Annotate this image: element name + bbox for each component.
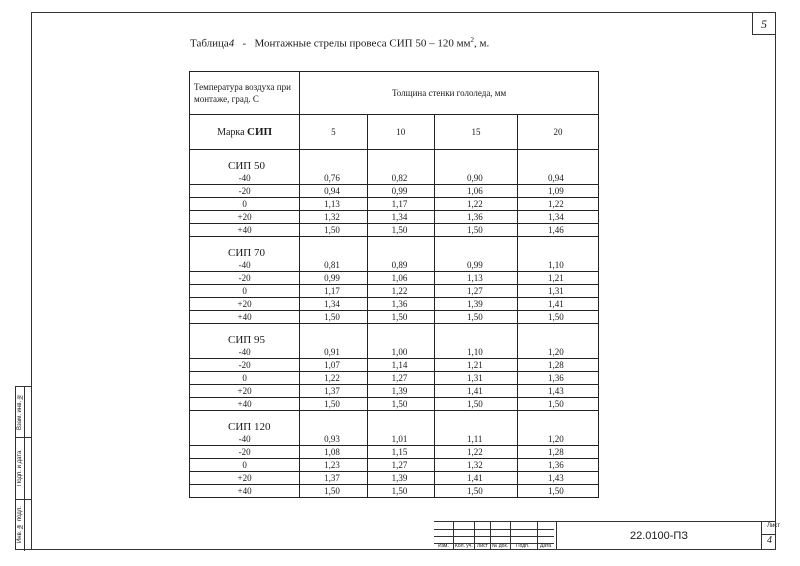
value-cell: 1,10 xyxy=(435,346,518,359)
stamp-line xyxy=(434,529,554,530)
header-marka-bold: СИП xyxy=(247,125,273,138)
sheet-label: Лист xyxy=(767,523,781,529)
value-cell: 1,22 xyxy=(435,198,518,211)
stamp-label-list: Лист xyxy=(477,543,488,549)
table-row xyxy=(190,446,599,459)
table-row xyxy=(190,485,599,498)
table-row xyxy=(190,272,599,285)
value-cell: 0,76 xyxy=(300,172,367,185)
stamp-label-izm: Изм. xyxy=(438,543,449,549)
value-cell: 1,20 xyxy=(517,433,598,446)
value-cell: 1,46 xyxy=(517,224,598,237)
header-row-1 xyxy=(190,72,599,115)
value-cell: 1,27 xyxy=(367,372,434,385)
value-cell: 1,06 xyxy=(367,272,434,285)
group-row xyxy=(190,237,599,260)
value-cell: 1,32 xyxy=(435,459,518,472)
temperature-cell: -20 xyxy=(190,446,300,459)
value-cell: 1,50 xyxy=(435,224,518,237)
empty-cell xyxy=(517,150,598,173)
value-cell: 0,89 xyxy=(367,259,434,272)
value-cell: 1,23 xyxy=(300,459,367,472)
temperature-cell: +40 xyxy=(190,224,300,237)
title-dash: - xyxy=(242,37,247,50)
corner-page-number: 5 xyxy=(752,13,775,35)
empty-cell xyxy=(367,237,434,260)
temperature-cell: +40 xyxy=(190,485,300,498)
value-cell: 1,07 xyxy=(300,359,367,372)
value-cell: 1,39 xyxy=(435,298,518,311)
empty-cell xyxy=(367,324,434,347)
empty-cell xyxy=(300,237,367,260)
value-cell: 0,94 xyxy=(300,185,367,198)
value-cell: 1,27 xyxy=(435,285,518,298)
table-row xyxy=(190,372,599,385)
side-field-podp: Подп. и дата xyxy=(17,450,23,486)
header-ice-thickness: Толщина стенки гололеда, мм xyxy=(300,72,599,115)
stamp-line xyxy=(474,522,475,550)
value-cell: 1,36 xyxy=(367,298,434,311)
temperature-cell: +40 xyxy=(190,398,300,411)
value-cell: 1,22 xyxy=(517,198,598,211)
empty-cell xyxy=(300,411,367,434)
table-row xyxy=(190,346,599,359)
value-cell: 1,50 xyxy=(300,485,367,498)
value-cell: 1,43 xyxy=(517,385,598,398)
value-cell: 1,50 xyxy=(435,398,518,411)
title-number: 4 xyxy=(228,37,235,50)
temperature-cell: +20 xyxy=(190,298,300,311)
value-cell: 1,15 xyxy=(367,446,434,459)
temperature-cell: +20 xyxy=(190,385,300,398)
empty-cell xyxy=(517,411,598,434)
value-cell: 0,82 xyxy=(367,172,434,185)
value-cell: 1,50 xyxy=(300,398,367,411)
value-cell: 0,90 xyxy=(435,172,518,185)
stamp-cells xyxy=(434,522,554,550)
value-cell: 1,22 xyxy=(300,372,367,385)
header-marka-prefix: Марка xyxy=(217,126,245,138)
value-cell: 1,28 xyxy=(517,446,598,459)
group-name: СИП 120 xyxy=(190,411,300,434)
value-cell: 1,17 xyxy=(300,285,367,298)
value-cell: 0,93 xyxy=(300,433,367,446)
value-cell: 0,99 xyxy=(435,259,518,272)
value-cell: 0,99 xyxy=(300,272,367,285)
value-cell: 1,14 xyxy=(367,359,434,372)
empty-cell xyxy=(367,150,434,173)
temperature-cell: 0 xyxy=(190,285,300,298)
value-cell: 1,50 xyxy=(300,311,367,324)
stamp-line xyxy=(490,522,491,550)
value-cell: 0,81 xyxy=(300,259,367,272)
table-row xyxy=(190,298,599,311)
value-cell: 1,21 xyxy=(517,272,598,285)
value-cell: 1,43 xyxy=(517,472,598,485)
title-suffix: , м. xyxy=(474,37,490,50)
value-cell: 1,13 xyxy=(435,272,518,285)
table-row xyxy=(190,211,599,224)
table-row xyxy=(190,398,599,411)
value-cell: 1,34 xyxy=(300,298,367,311)
stamp-line xyxy=(434,536,554,537)
side-strip xyxy=(15,386,31,550)
value-cell: 1,50 xyxy=(367,311,434,324)
value-cell: 1,08 xyxy=(300,446,367,459)
table-row xyxy=(190,172,599,185)
stamp-line xyxy=(537,522,538,550)
value-cell: 1,50 xyxy=(517,311,598,324)
group-row xyxy=(190,411,599,434)
value-cell: 1,13 xyxy=(300,198,367,211)
col-header-4: 20 xyxy=(517,115,598,150)
empty-cell xyxy=(435,411,518,434)
value-cell: 1,50 xyxy=(300,224,367,237)
value-cell: 1,32 xyxy=(300,211,367,224)
table-row xyxy=(190,433,599,446)
group-row xyxy=(190,150,599,173)
side-sep xyxy=(16,499,32,500)
table-row xyxy=(190,198,599,211)
value-cell: 1,31 xyxy=(517,285,598,298)
empty-cell xyxy=(367,411,434,434)
temperature-cell: -40 xyxy=(190,259,300,272)
temperature-cell: 0 xyxy=(190,372,300,385)
header-marka xyxy=(190,115,300,150)
value-cell: 1,34 xyxy=(517,211,598,224)
table-row xyxy=(190,459,599,472)
col-header-2: 10 xyxy=(367,115,434,150)
empty-cell xyxy=(300,150,367,173)
value-cell: 1,41 xyxy=(517,298,598,311)
value-cell: 1,41 xyxy=(435,472,518,485)
value-cell: 1,01 xyxy=(367,433,434,446)
value-cell: 1,09 xyxy=(517,185,598,198)
value-cell: 1,11 xyxy=(435,433,518,446)
value-cell: 1,36 xyxy=(517,372,598,385)
table-row xyxy=(190,185,599,198)
title-text: Монтажные стрелы провеса СИП 50 – 120 мм xyxy=(254,37,471,50)
value-cell: 1,31 xyxy=(435,372,518,385)
table-row xyxy=(190,224,599,237)
value-cell: 1,50 xyxy=(517,485,598,498)
empty-cell xyxy=(517,324,598,347)
value-cell: 1,39 xyxy=(367,385,434,398)
temperature-cell: +20 xyxy=(190,472,300,485)
empty-cell xyxy=(435,150,518,173)
group-name: СИП 95 xyxy=(190,324,300,347)
value-cell: 1,28 xyxy=(517,359,598,372)
stamp-label-doc: № док. xyxy=(492,543,509,549)
table-row xyxy=(190,259,599,272)
value-cell: 1,22 xyxy=(367,285,434,298)
sheet-number: 4 xyxy=(767,535,772,546)
table-row xyxy=(190,385,599,398)
col-header-3: 15 xyxy=(435,115,518,150)
value-cell: 1,00 xyxy=(367,346,434,359)
value-cell: 1,22 xyxy=(435,446,518,459)
header-temperature: Температура воздуха при монтаже, град. С xyxy=(190,72,300,115)
empty-cell xyxy=(435,237,518,260)
temperature-cell: 0 xyxy=(190,198,300,211)
value-cell: 1,50 xyxy=(517,398,598,411)
title-sup: 2 xyxy=(470,36,474,44)
value-cell: 0,94 xyxy=(517,172,598,185)
temperature-cell: -20 xyxy=(190,185,300,198)
temperature-cell: +20 xyxy=(190,211,300,224)
stamp-label-data: Дата xyxy=(540,543,552,549)
side-sep xyxy=(16,437,32,438)
value-cell: 0,99 xyxy=(367,185,434,198)
value-cell: 1,50 xyxy=(435,485,518,498)
stamp-line xyxy=(453,522,454,550)
side-field-vzam: Взам. инв. № xyxy=(17,393,23,431)
value-cell: 1,10 xyxy=(517,259,598,272)
table-row xyxy=(190,472,599,485)
value-cell: 1,36 xyxy=(435,211,518,224)
title-block-stamp xyxy=(434,521,781,550)
value-cell: 0,91 xyxy=(300,346,367,359)
value-cell: 1,39 xyxy=(367,472,434,485)
temperature-cell: -20 xyxy=(190,359,300,372)
document-number: 22.0100-ПЗ xyxy=(556,522,762,550)
value-cell: 1,50 xyxy=(435,311,518,324)
value-cell: 1,50 xyxy=(367,398,434,411)
value-cell: 1,37 xyxy=(300,472,367,485)
value-cell: 1,50 xyxy=(367,224,434,237)
value-cell: 1,21 xyxy=(435,359,518,372)
value-cell: 1,37 xyxy=(300,385,367,398)
value-cell: 1,36 xyxy=(517,459,598,472)
empty-cell xyxy=(517,237,598,260)
temperature-cell: -40 xyxy=(190,433,300,446)
value-cell: 1,50 xyxy=(367,485,434,498)
value-cell: 1,20 xyxy=(517,346,598,359)
stamp-label-kol: Кол. уч. xyxy=(455,543,473,549)
side-field-inv: Инв. № подл. xyxy=(17,506,23,544)
table-row xyxy=(190,311,599,324)
temperature-cell: -20 xyxy=(190,272,300,285)
temperature-cell: +40 xyxy=(190,311,300,324)
table-row xyxy=(190,285,599,298)
table-row xyxy=(190,359,599,372)
temperature-cell: -40 xyxy=(190,346,300,359)
header-row-2 xyxy=(190,115,599,150)
sag-table xyxy=(189,71,599,498)
temperature-cell: 0 xyxy=(190,459,300,472)
value-cell: 1,27 xyxy=(367,459,434,472)
empty-cell xyxy=(300,324,367,347)
value-cell: 1,41 xyxy=(435,385,518,398)
empty-cell xyxy=(435,324,518,347)
stamp-line xyxy=(510,522,511,550)
value-cell: 1,06 xyxy=(435,185,518,198)
group-name: СИП 50 xyxy=(190,150,300,173)
value-cell: 1,17 xyxy=(367,198,434,211)
title-prefix: Таблица xyxy=(190,37,229,50)
group-row xyxy=(190,324,599,347)
stamp-label-podp: Подп. xyxy=(516,543,530,549)
group-name: СИП 70 xyxy=(190,237,300,260)
value-cell: 1,34 xyxy=(367,211,434,224)
col-header-1: 5 xyxy=(300,115,367,150)
table-title xyxy=(190,36,489,50)
temperature-cell: -40 xyxy=(190,172,300,185)
